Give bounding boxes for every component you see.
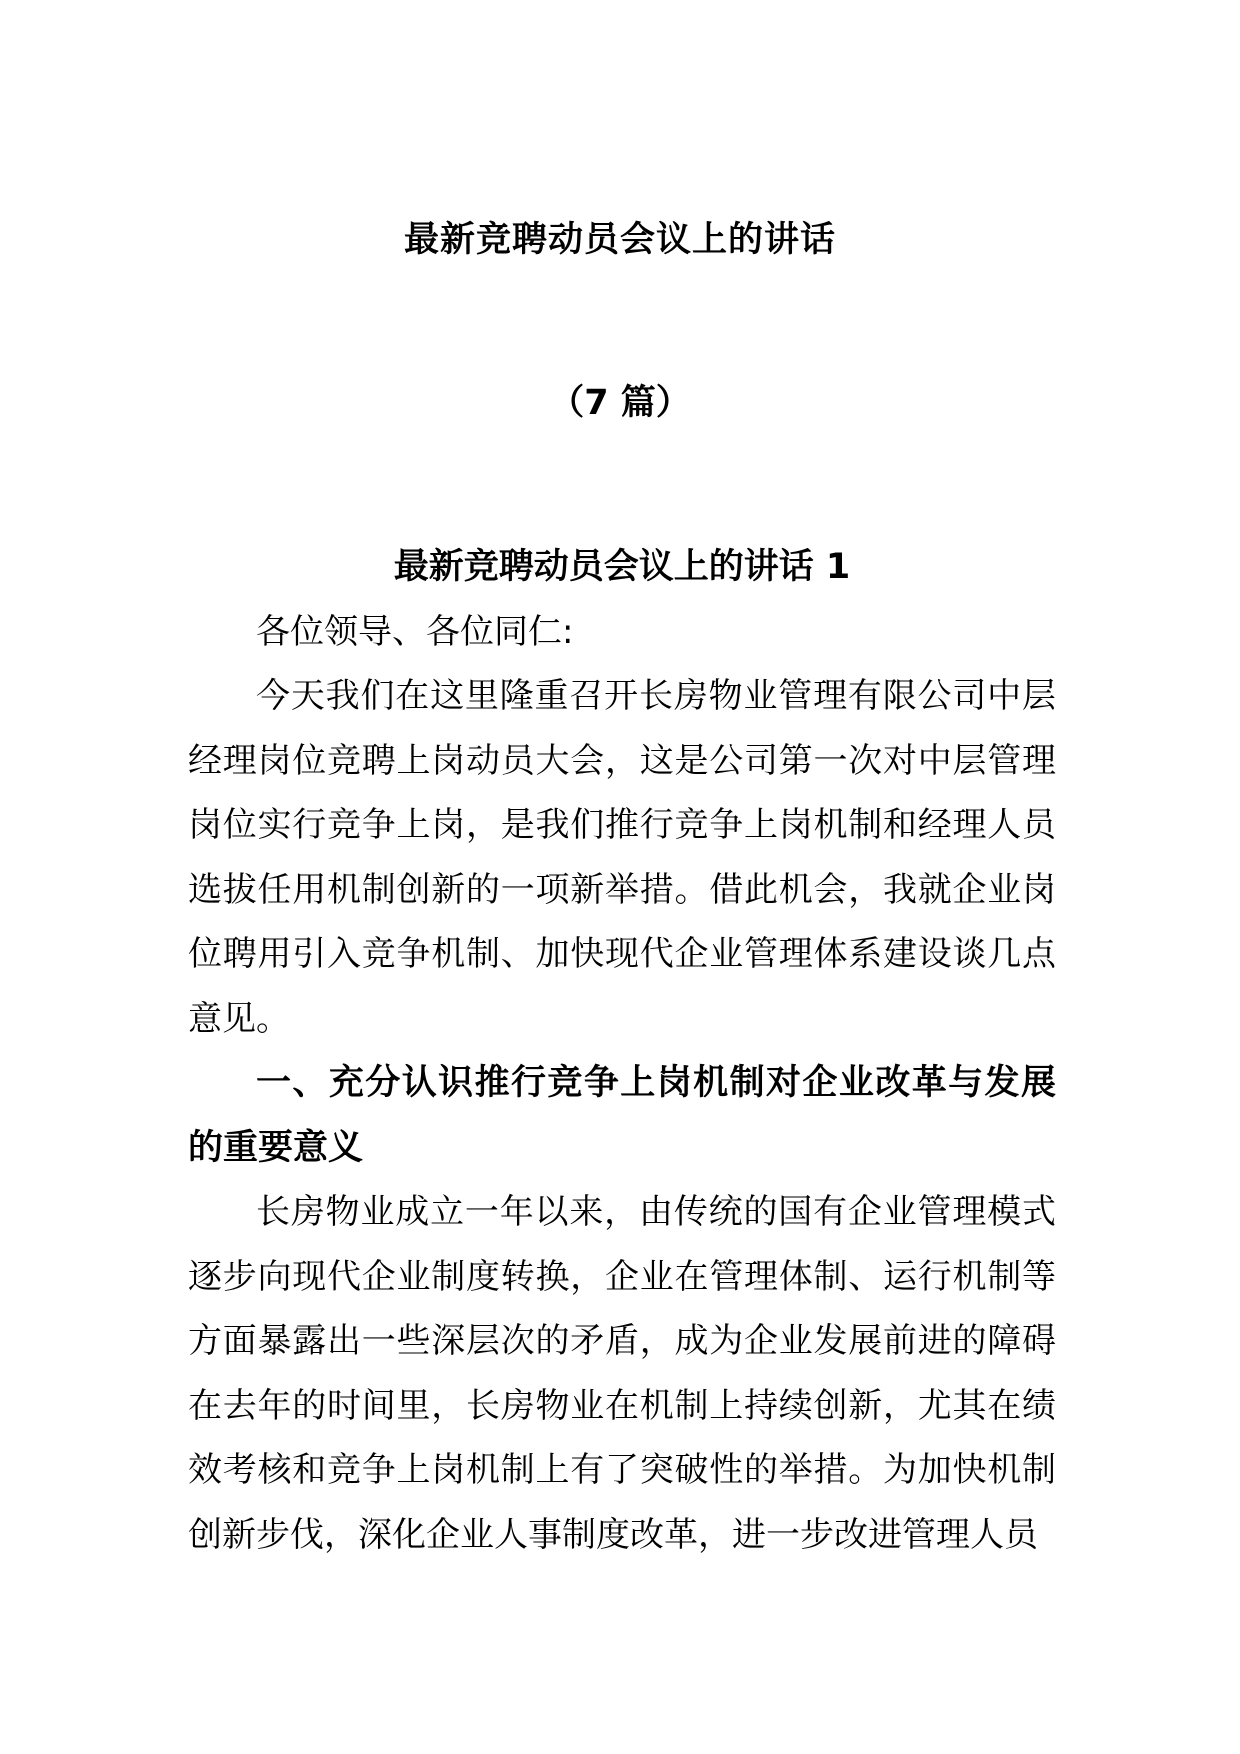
article-count-label: （7 篇） [549, 383, 691, 423]
section-title: 最新竞聘动员会议上的讲话 1 [393, 547, 851, 587]
body-paragraph: 今天我们在这里隆重召开长房物业管理有限公司中层经理岗位竞聘上岗动员大会，这是公司第一次对中层管理岗位实行竞争上岗，是我们推行竞争上岗机制和经理人员选拔任用机制创新的一项新举措。借此机会，我就企业岗位聘用引入竞争机制、加快现代企业管理体系建设谈几点意见。 [188, 676, 1056, 1039]
document-title: 最新竞聘动员会议上的讲话 [403, 220, 836, 260]
section-heading: 一、充分认识推行竞争上岗机制对企业改革与发展的重要意义 [188, 1063, 1056, 1168]
document-body [188, 535, 1056, 1567]
body-paragraph: 长房物业成立一年以来，由传统的国有企业管理模式逐步向现代企业制度转换，企业在管理体制、运行机制等方面暴露出一些深层次的矛盾，成为企业发展前进的障碍在去年的时间里，长房物业在机制上持续创新，尤其在绩效考核和竞争上岗机制上有了突破性的举措。为加快机制创新步伐，深化企业人事制度改革，进一步改进管理人员 [188, 1192, 1056, 1555]
salutation: 各位领导、各位同仁: [256, 611, 574, 652]
